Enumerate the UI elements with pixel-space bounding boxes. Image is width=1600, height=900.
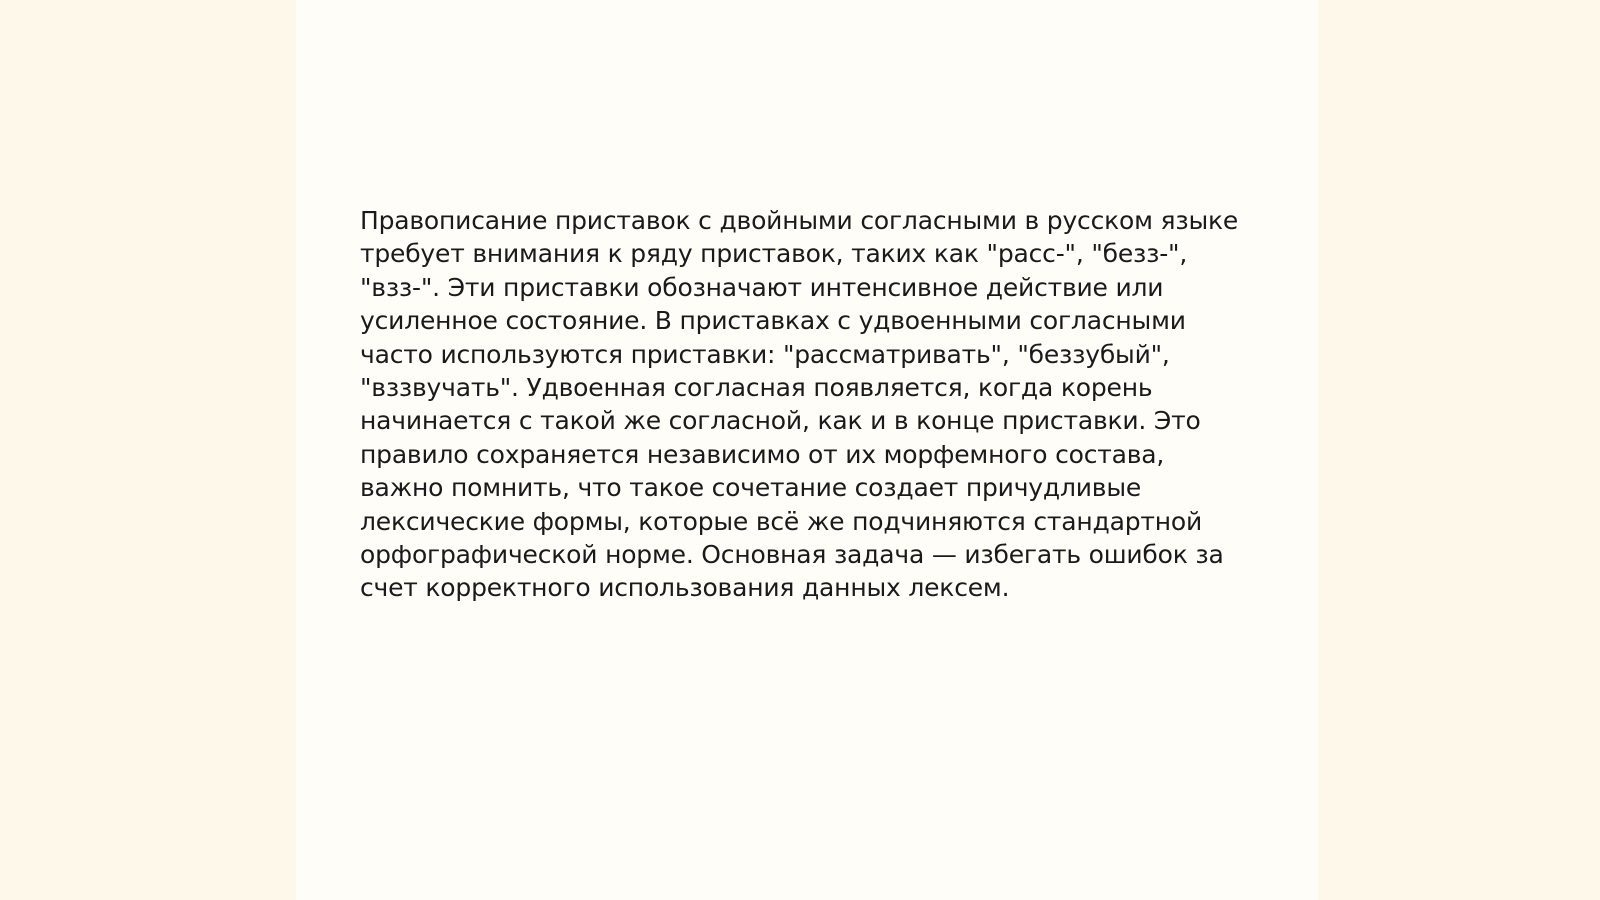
document-page [296,0,1318,900]
body-paragraph: Правописание приставок с двойными согласными в русском языке требует внимания к ряду приставок, таких как "расс-", "безз-", "взз-". Эти приставки обозначают интенсивное действие или усиленное состояние. В приставках с удвоенными согласными часто используются приставки: "рассматривать", "беззубый", "вззвучать". Удвоенная согласная появляется, когда корень начинается с такой же согласной, как и в конце приставки. Это правило сохраняется независимо от их морфемного состава, важно помнить, что такое сочетание создает причудливые лексические формы, которые всё же подчиняются стандартной орфографической норме. Основная задача — избегать ошибок за счет корректного использования данных лексем. [360,206,1239,603]
